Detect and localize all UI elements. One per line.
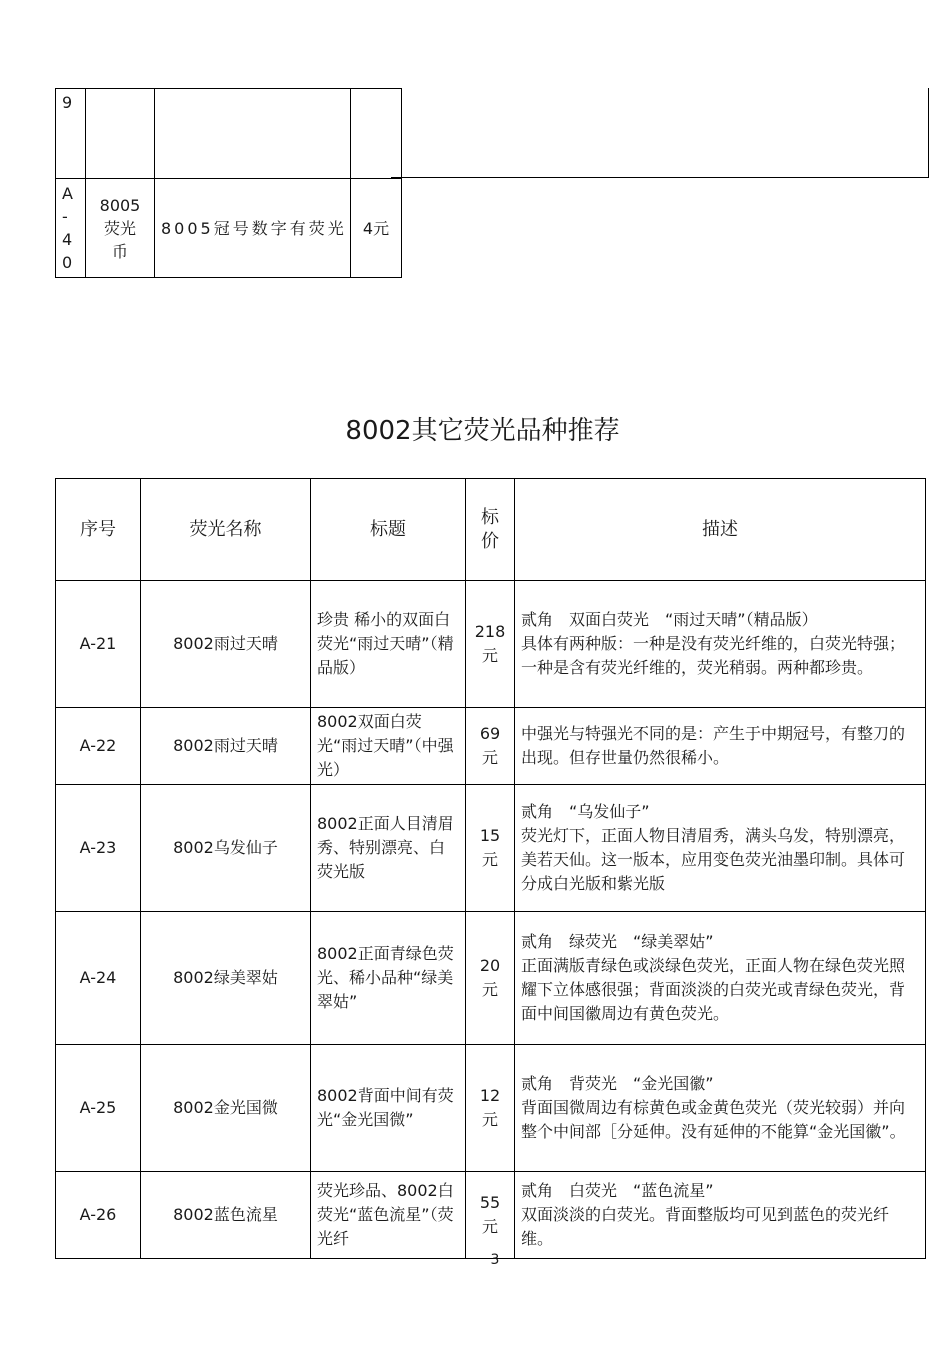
header-name: 荧光名称 <box>141 479 311 581</box>
table-row <box>56 708 926 785</box>
table-row <box>56 1045 926 1172</box>
price-cell: 4元 <box>351 179 402 278</box>
price-cell: 218 元 <box>466 581 515 708</box>
desc-cell: 贰角 绿荧光 “绿美翠姑” 正面满版青绿色或淡绿色荧光，正面人物在绿色荧光照耀下立体感很强；背面淡淡的白荧光或青绿色荧光，背面中间国徽周边有黄色荧光。 <box>515 912 926 1045</box>
seq-cell: A-25 <box>56 1045 141 1172</box>
table-row <box>56 581 926 708</box>
desc-cell: 贰角 背荧光 “金光国徽” 背面国微周边有棕黄色或金黄色荧光（荧光较弱）并向整个中间部［分延伸。没有延伸的不能算“金光国徽”。 <box>515 1045 926 1172</box>
name-cell: 8002乌发仙子 <box>141 785 311 912</box>
header-title: 标题 <box>311 479 466 581</box>
name-cell: 8002雨过天晴 <box>141 581 311 708</box>
desc-cell: 贰角 双面白荧光 “雨过天晴”（精品版） 具体有两种版：一种是没有荧光纤维的，白荧光特强；一种是含有荧光纤维的，荧光稍弱。两种都珍贵。 <box>515 581 926 708</box>
seq-cell: 9 <box>56 89 86 179</box>
name-cell: 8002绿美翠姑 <box>141 912 311 1045</box>
table-row <box>56 785 926 912</box>
name-cell: 8002蓝色流星 <box>141 1172 311 1259</box>
title-cell: 8002背面中间有荧光“金光国微” <box>311 1045 466 1172</box>
title-cell: 8002正面青绿色荧光、稀小品种“绿美翠姑” <box>311 912 466 1045</box>
table-row <box>56 1172 926 1259</box>
name-cell: 8002雨过天晴 <box>141 708 311 785</box>
price-cell: 12 元 <box>466 1045 515 1172</box>
table-row <box>56 912 926 1045</box>
seq-cell: A-22 <box>56 708 141 785</box>
seq-cell: A-21 <box>56 581 141 708</box>
title-cell: 珍贵 稀小的双面白 荧光“雨过天晴”（精品版） <box>311 581 466 708</box>
name-cell: 8005 荧光 币 <box>86 179 155 278</box>
desc-cell: 贰角 白荧光 “蓝色流星” 双面淡淡的白荧光。背面整版均可见到蓝色的荧光纤维。 <box>515 1172 926 1259</box>
variety-table <box>55 478 926 1259</box>
seq-cell: A-26 <box>56 1172 141 1259</box>
price-cell: 20 元 <box>466 912 515 1045</box>
header-seq: 序号 <box>56 479 141 581</box>
name-cell <box>86 89 155 179</box>
continuation-table <box>55 88 402 278</box>
price-cell: 69 元 <box>466 708 515 785</box>
seq-cell: A-23 <box>56 785 141 912</box>
price-cell <box>351 89 402 179</box>
header-price: 标 价 <box>466 479 515 581</box>
page-number: 3 <box>490 1252 500 1268</box>
table-row <box>56 89 402 179</box>
table-row <box>56 179 402 278</box>
title-cell: 荧光珍品、8002白荧光“蓝色流星”（荧光纤 <box>311 1172 466 1259</box>
title-cell: 8005冠号数字有荧光 <box>155 179 351 278</box>
price-cell: 55 元 <box>466 1172 515 1259</box>
header-desc: 描述 <box>515 479 926 581</box>
title-cell <box>155 89 351 179</box>
name-cell: 8002金光国微 <box>141 1045 311 1172</box>
desc-cell: 贰角 “乌发仙子” 荧光灯下，正面人物目清眉秀，满头乌发，特别漂亮，美若天仙。这一版本，应用变色荧光油墨印制。具体可分成白光版和紫光版 <box>515 785 926 912</box>
table-border-fragment <box>391 88 929 178</box>
seq-cell <box>56 179 86 278</box>
title-cell: 8002双面白荧光“雨过天晴”（中强光） <box>311 708 466 785</box>
table-header-row <box>56 479 926 581</box>
seq-cell: A-24 <box>56 912 141 1045</box>
desc-cell: 中强光与特强光不同的是：产生于中期冠号，有整刀的出现。但存世量仍然很稀小。 <box>515 708 926 785</box>
section-title: 8002其它荧光品种推荐 <box>345 416 620 446</box>
price-cell: 15 元 <box>466 785 515 912</box>
title-cell: 8002正面人目清眉秀、特别漂亮、白荧光版 <box>311 785 466 912</box>
seq-text: A-40 <box>62 184 73 272</box>
